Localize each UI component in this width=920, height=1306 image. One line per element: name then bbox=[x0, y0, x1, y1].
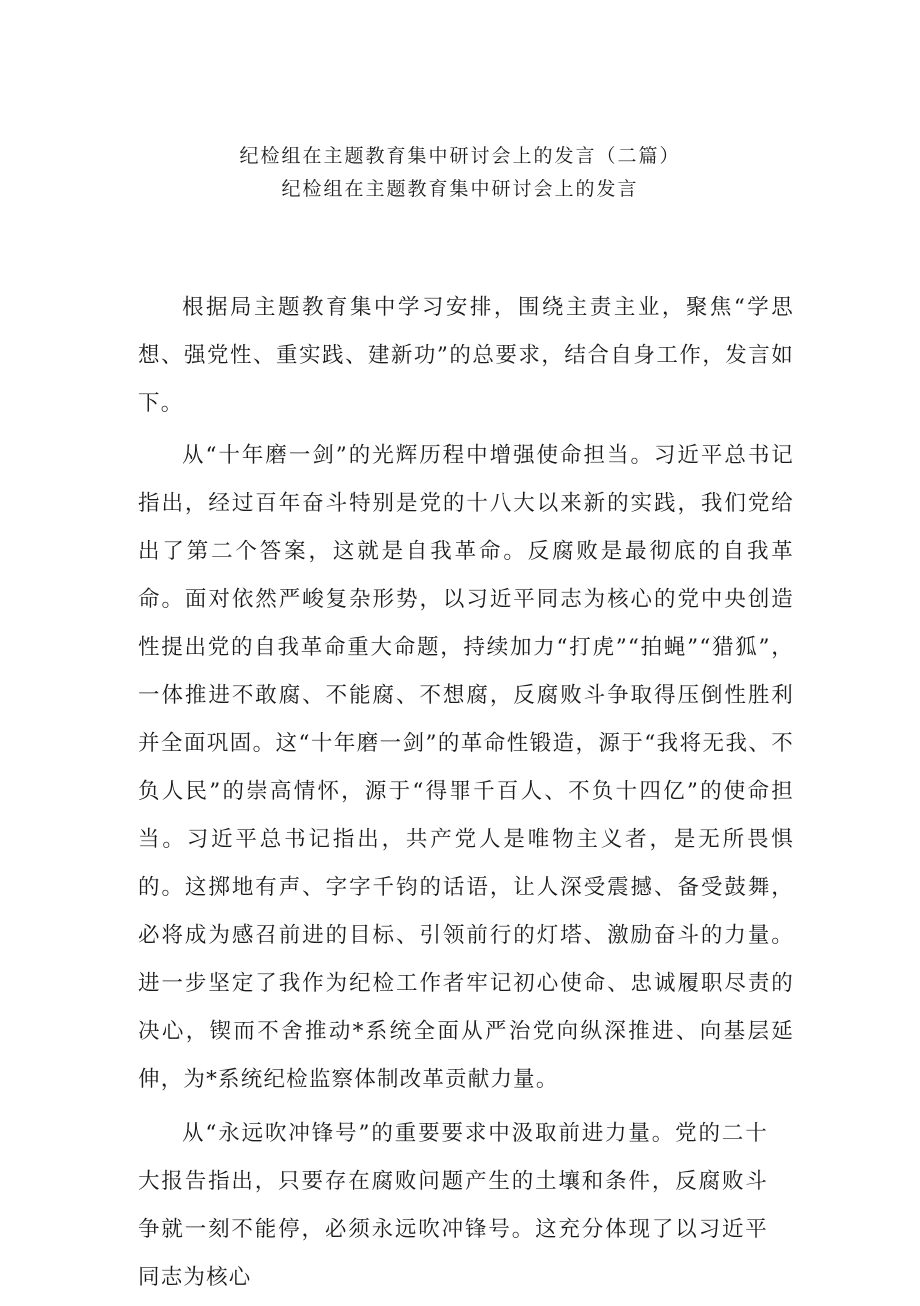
document-title-sub: 纪检组在主题教育集中研讨会上的发言 bbox=[281, 178, 639, 200]
paragraph-intro: 根据局主题教育集中学习安排，围绕主责主业，聚焦“学思想、强党性、重实践、建新功”的总要求，结合自身工作，发言如下。 bbox=[138, 295, 794, 416]
document-title-block bbox=[0, 140, 920, 206]
document-body bbox=[138, 284, 794, 1306]
paragraph-bugle: 从“永远吹冲锋号”的重要要求中汲取前进力量。党的二十大报告指出，只要存在腐败问题产生的土壤和条件，反腐败斗争就一刻不能停，必须永远吹冲锋号。这充分体现了以习近平同志为核心 bbox=[138, 1121, 768, 1290]
document-title-main: 纪检组在主题教育集中研讨会上的发言（二篇） bbox=[239, 145, 681, 167]
paragraph-mission: 从“十年磨一剑”的光辉历程中增强使命担当。习近平总书记指出，经过百年奋斗特别是党的十八大以来新的实践，我们党给出了第二个答案，这就是自我革命。反腐败是最彻底的自我革命。面对依然严峻复杂形势，以习近平同志为核心的党中央创造性提出党的自我革命重大命题，持续加力“打虎”“拍蝇”“猎狐”，一体推进不敢腐、不能腐、不想腐，反腐败斗争取得压倒性胜利并全面巩固。这“十年磨一剑”的革命性锻造，源于“我将无我、不负人民”的崇高情怀，源于“得罪千百人、不负十四亿”的使命担当。习近平总书记指出，共产党人是唯物主义者，是无所畏惧的。这掷地有声、字字千钧的话语，让人深受震撼、备受鼓舞，必将成为感召前进的目标、引领前行的灯塔、激励奋斗的力量。进一步坚定了我作为纪检工作者牢记初心使命、忠诚履职尽责的决心，锲而不舍推动*系统全面从严治党向纵深推进、向基层延伸，为*系统纪检监察体制改革贡献力量。 bbox=[138, 443, 794, 1092]
